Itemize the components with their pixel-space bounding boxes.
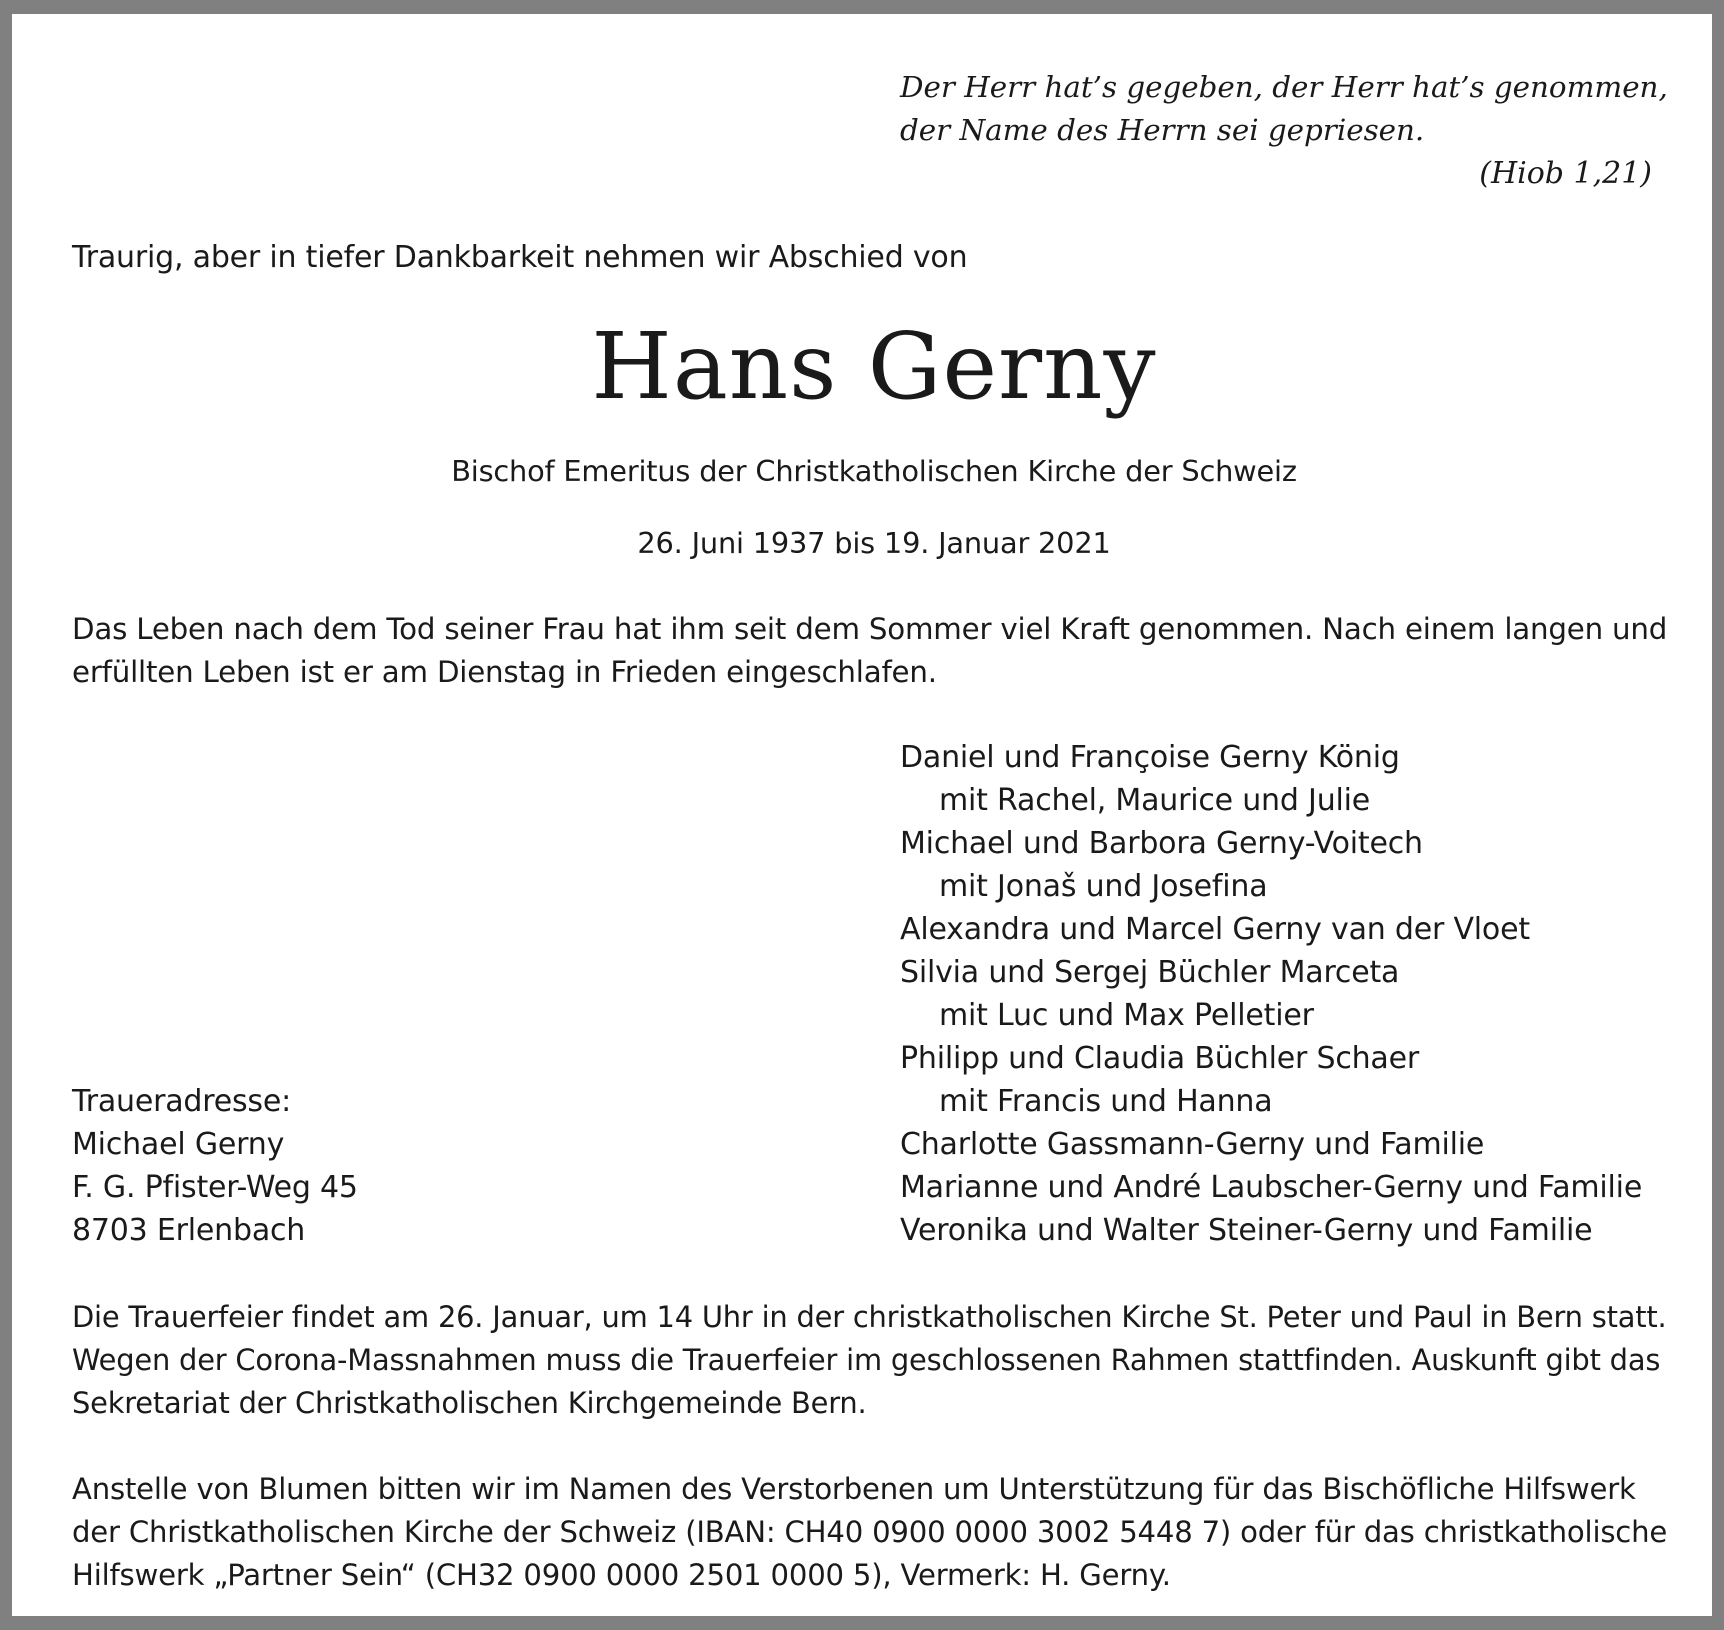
paragraph-life [72,608,1667,694]
family-children: mit Rachel, Maurice und Julie [939,783,1371,818]
address-street: F. G. Pfister-Weg 45 [72,1170,358,1205]
paragraph-line: Die Trauerfeier findet am 26. Januar, um 14 Uhr in der christkatholischen Kirche St. Peter und Paul in Bern statt. [72,1300,1667,1334]
family-member: Marianne und André Laubscher-Gerny und Familie [900,1170,1643,1205]
deceased-title: Bischof Emeritus der Christkatholischen Kirche der Schweiz [451,454,1297,488]
address-name: Michael Gerny [72,1127,285,1162]
family-member: Philipp und Claudia Büchler Schaer [900,1041,1420,1076]
family-children: mit Luc und Max Pelletier [939,998,1314,1033]
family-member: Alexandra und Marcel Gerny van der Vloet [900,912,1530,947]
mourning-address [72,1080,358,1252]
quote-line-1: Der Herr hat’s gegeben, der Herr hat’s genommen, [900,70,1668,104]
paragraph-line: Hilfswerk „Partner Sein“ (CH32 0900 0000 2501 0000 5), Vermerk: H. Gerny. [72,1558,1171,1592]
family-member: Daniel und Françoise Gerny König [900,740,1400,775]
paragraph-donations [72,1468,1667,1597]
address-city: 8703 Erlenbach [72,1213,306,1248]
paragraph-line: erfüllten Leben ist er am Dienstag in Frieden eingeschlafen. [72,655,937,689]
address-label: Traueradresse: [72,1084,292,1119]
family-list [900,736,1642,1252]
family-member: Silvia und Sergej Büchler Marceta [900,955,1400,990]
family-children: mit Francis und Hanna [939,1084,1273,1119]
bible-quote [900,66,1668,152]
paragraph-line: Anstelle von Blumen bitten wir im Namen des Verstorbenen um Unterstützung für das Bischöfliche Hilfswerk [72,1472,1636,1506]
paragraph-funeral [72,1296,1666,1425]
paragraph-line: Das Leben nach dem Tod seiner Frau hat ihm seit dem Sommer viel Kraft genommen. Nach einem langen und [72,612,1668,646]
family-children: mit Jonaš und Josefina [939,869,1268,904]
paragraph-line: Sekretariat der Christkatholischen Kirchgemeinde Bern. [72,1386,867,1420]
quote-line-2: der Name des Herrn sei gepriesen. [900,113,1425,147]
family-member: Michael und Barbora Gerny-Voitech [900,826,1423,861]
paragraph-line: der Christkatholischen Kirche der Schweiz (IBAN: CH40 0900 0000 3002 5448 7) oder für das christkatholische [72,1515,1668,1549]
intro-text: Traurig, aber in tiefer Dankbarkeit nehmen wir Abschied von [72,240,968,275]
family-member: Veronika und Walter Steiner-Gerny und Familie [900,1213,1593,1248]
quote-source: (Hiob 1,21) [1479,156,1652,191]
family-member: Charlotte Gassmann-Gerny und Familie [900,1127,1485,1162]
paragraph-line: Wegen der Corona-Massnahmen muss die Trauerfeier im geschlossenen Rahmen stattfinden. Auskunft gibt das [72,1343,1661,1377]
deceased-name: Hans Gerny [591,312,1157,420]
life-dates: 26. Juni 1937 bis 19. Januar 2021 [637,526,1111,560]
